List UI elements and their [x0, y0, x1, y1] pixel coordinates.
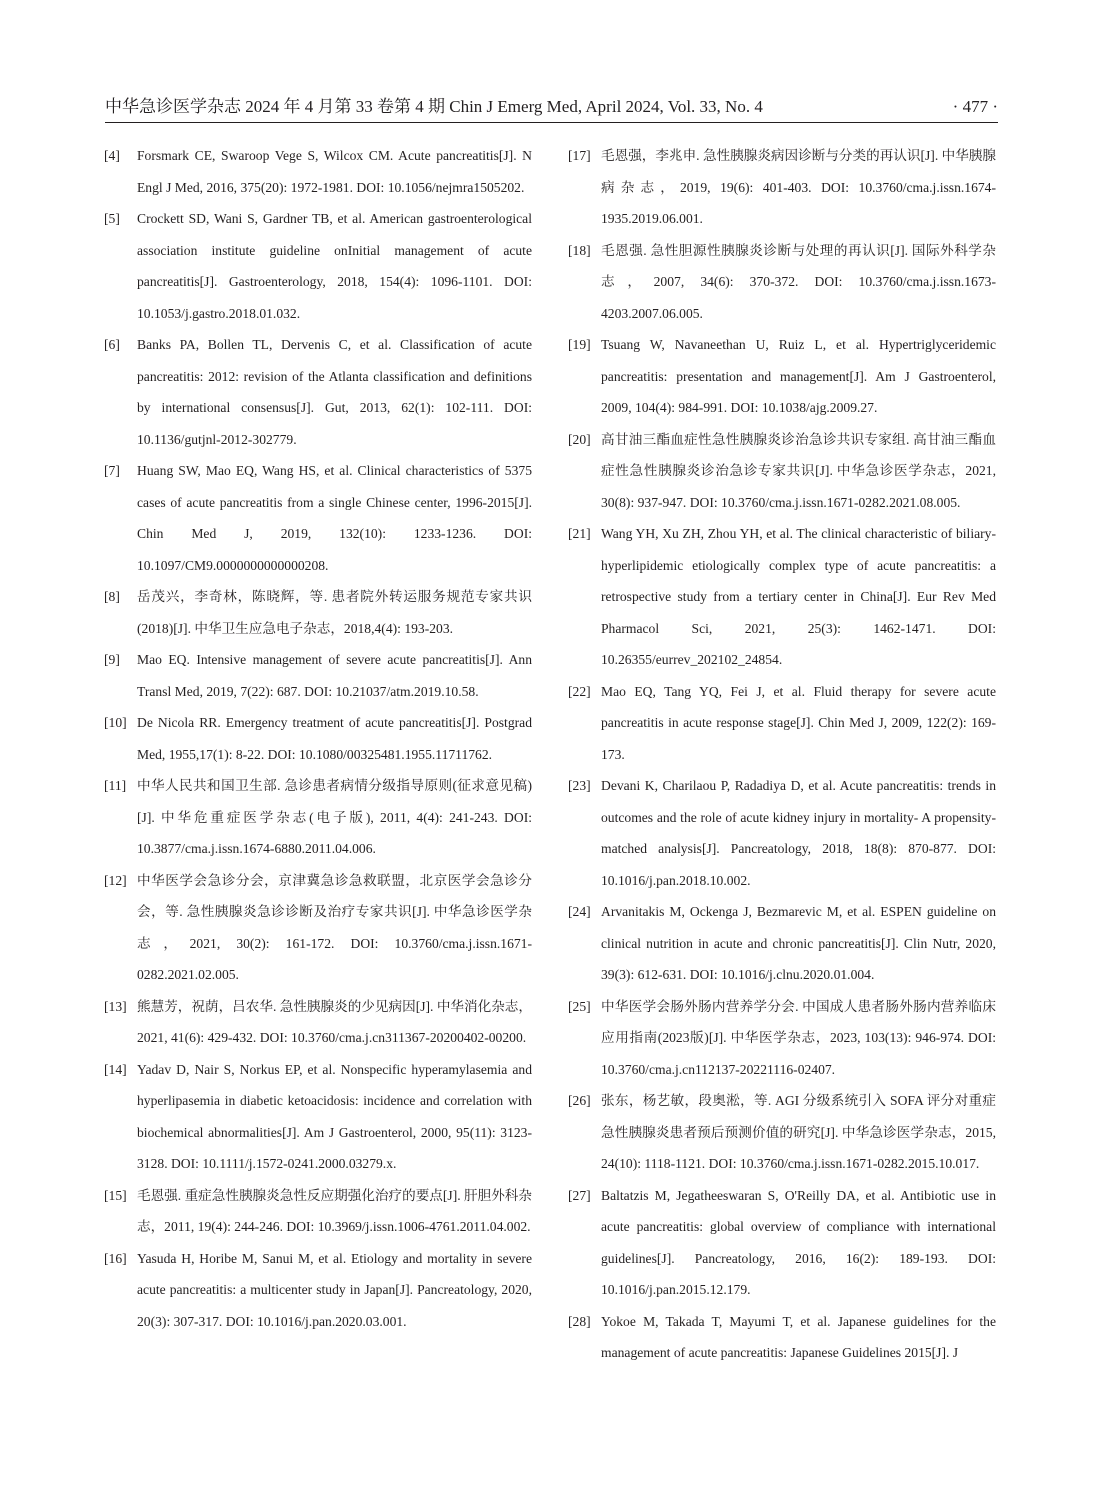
reference-number: [24] [568, 904, 591, 919]
reference-item [568, 770, 996, 896]
reference-item [568, 329, 996, 424]
reference-text: Devani K, Charilaou P, Radadiya D, et al. Acute pancreatitis: trends in outcomes and the role of acute kidney injury in mortality- A propensity-matched analysis[J]. Pancreatology, 2018, 18(8): 870-877. DOI: 10.1016/j.pan.2018.10.002. [601, 778, 996, 888]
reference-number: [12] [104, 872, 127, 888]
reference-number: [26] [568, 1093, 591, 1108]
reference-text: Mao EQ, Tang YQ, Fei J, et al. Fluid therapy for severe acute pancreatitis in acute response stage[J]. Chin Med J, 2009, 122(2): 169-173. [601, 683, 996, 762]
reference-text: 毛恩强. 重症急性胰腺炎急性反应期强化治疗的要点[J]. 肝胆外科杂志，2011, 19(4): 244-246. DOI: 10.3969/j.issn.1006-4761.2011.04.002. [137, 1187, 532, 1234]
reference-item [568, 991, 996, 1086]
reference-text: 熊慧芳，祝荫，吕农华. 急性胰腺炎的少见病因[J]. 中华消化杂志，2021, 41(6): 429-432. DOI: 10.3760/cma.j.cn311367-20200402-00200. [137, 998, 532, 1045]
reference-number: [6] [104, 337, 120, 352]
reference-column-left [104, 140, 532, 1337]
reference-number: [19] [568, 337, 591, 352]
reference-text: 毛恩强，李兆申. 急性胰腺炎病因诊断与分类的再认识[J]. 中华胰腺病杂志，2019, 19(6): 401-403. DOI: 10.3760/cma.j.issn.1674-1935.2019.06.001. [601, 148, 996, 226]
reference-number: [28] [568, 1313, 591, 1329]
reference-text: Yadav D, Nair S, Norkus EP, et al. Nonspecific hyperamylasemia and hyperlipasemia in diabetic ketoacidosis: incidence and correlation with biochemical abnormalities[J]. Am J Gastroenterol, 2000, 95(11): 3123-3128. DOI: 10.1111/j.1572-0241.2000.03279.x. [137, 1061, 532, 1171]
reference-text: Banks PA, Bollen TL, Dervenis C, et al. Classification of acute pancreatitis: 2012: revision of the Atlanta classification and definitions by international consensus[J]. Gut, 2013, 62(1): 102-111. DOI: 10.1136/gutjnl-2012-302779. [137, 337, 532, 447]
reference-item [104, 329, 532, 455]
reference-item [104, 140, 532, 203]
reference-text: Arvanitakis M, Ockenga J, Bezmarevic M, et al. ESPEN guideline on clinical nutrition in acute and chronic pancreatitis[J]. Clin Nutr, 2020, 39(3): 612-631. DOI: 10.1016/j.clnu.2020.01.004. [601, 904, 996, 982]
reference-text: 岳茂兴，李奇林，陈晓辉，等. 患者院外转运服务规范专家共识(2018)[J]. 中华卫生应急电子杂志，2018,4(4): 193-203. [137, 589, 532, 636]
reference-item [104, 865, 532, 991]
reference-text: Baltatzis M, Jegatheeswaran S, O'Reilly DA, et al. Antibiotic use in acute pancreatitis: global overview of compliance with international guidelines[J]. Pancreatology, 2016, 16(2): 189-193. DOI: 10.1016/j.pan.2015.12.179. [601, 1187, 996, 1297]
reference-number: [25] [568, 998, 591, 1014]
reference-number: [9] [104, 652, 120, 667]
reference-text: 中华医学会急诊分会，京津冀急诊急救联盟，北京医学会急诊分会，等. 急性胰腺炎急诊诊断及治疗专家共识[J]. 中华急诊医学杂志，2021, 30(2): 161-172. DOI: 10.3760/cma.j.issn.1671-0282.2021.02.005. [137, 872, 532, 982]
reference-number: [14] [104, 1061, 127, 1077]
reference-number: [15] [104, 1187, 127, 1203]
reference-text: Mao EQ. Intensive management of severe acute pancreatitis[J]. Ann Transl Med, 2019, 7(22): 687. DOI: 10.21037/atm.2019.10.58. [137, 652, 532, 699]
journal-citation: 中华急诊医学杂志 2024 年 4 月第 33 卷第 4 期 Chin J Emerg Med, April 2024, Vol. 33, No. 4 [105, 97, 763, 116]
reference-column-right [568, 140, 996, 1369]
reference-item [568, 518, 996, 676]
reference-item [104, 1054, 532, 1180]
reference-text: Yokoe M, Takada T, Mayumi T, et al. Japanese guidelines for the management of acute pancreatitis: Japanese Guidelines 2015[J]. J [601, 1313, 996, 1360]
reference-number: [7] [104, 463, 120, 478]
reference-number: [10] [104, 715, 127, 730]
reference-text: Huang SW, Mao EQ, Wang HS, et al. Clinical characteristics of 5375 cases of acute pancreatitis from a single Chinese center, 1996-2015[J]. Chin Med J, 2019, 132(10): 1233-1236. DOI: 10.1097/CM9.0000000000000208. [137, 463, 532, 573]
reference-item [104, 1180, 532, 1243]
reference-item [104, 991, 532, 1054]
reference-item [568, 424, 996, 519]
running-header [105, 96, 998, 123]
reference-number: [8] [104, 589, 120, 604]
reference-item [568, 896, 996, 991]
reference-number: [5] [104, 211, 120, 226]
reference-text: Forsmark CE, Swaroop Vege S, Wilcox CM. Acute pancreatitis[J]. N Engl J Med, 2016, 375(20): 1972-1981. DOI: 10.1056/nejmra1505202. [137, 148, 532, 195]
reference-number: [22] [568, 683, 591, 699]
reference-item [568, 140, 996, 235]
reference-item [104, 1243, 532, 1338]
reference-item [104, 581, 532, 644]
reference-text: 毛恩强. 急性胆源性胰腺炎诊断与处理的再认识[J]. 国际外科学杂志，2007, 34(6): 370-372. DOI: 10.3760/cma.j.issn.1673-4203.2007.06.005. [601, 242, 996, 321]
reference-item [104, 770, 532, 865]
reference-text: 高甘油三酯血症性急性胰腺炎诊治急诊共识专家组. 高甘油三酯血症性急性胰腺炎诊治急诊专家共识[J]. 中华急诊医学杂志，2021, 30(8): 937-947. DOI: 10.3760/cma.j.issn.1671-0282.2021.08.005. [601, 431, 996, 510]
reference-text: 张东，杨艺敏，段奥淞，等. AGI 分级系统引入 SOFA 评分对重症急性胰腺炎患者预后预测价值的研究[J]. 中华急诊医学杂志，2015, 24(10): 1118-1121. DOI: 10.3760/cma.j.issn.1671-0282.2015.10.017. [601, 1093, 996, 1171]
reference-text: Crockett SD, Wani S, Gardner TB, et al. American gastroenterological association institute guideline onInitial management of acute pancreatitis[J]. Gastroenterology, 2018, 154(4): 1096-1101. DOI: 10.1053/j.gastro.2018.01.032. [137, 211, 532, 321]
reference-item [568, 235, 996, 330]
reference-number: [23] [568, 778, 591, 793]
reference-item [568, 1180, 996, 1306]
reference-number: [20] [568, 431, 591, 447]
reference-number: [4] [104, 148, 120, 163]
reference-text: Wang YH, Xu ZH, Zhou YH, et al. The clinical characteristic of biliary-hyperlipidemic etiologically complex type of acute pancreatitis: a retrospective study from a tertiary center in China[J]. Eur Rev Med Pharmacol Sci, 2021, 25(3): 1462-1471. DOI: 10.26355/eurrev_202102_24854. [601, 526, 996, 667]
reference-item [104, 707, 532, 770]
reference-item [104, 203, 532, 329]
reference-text: De Nicola RR. Emergency treatment of acute pancreatitis[J]. Postgrad Med, 1955,17(1): 8-22. DOI: 10.1080/00325481.1955.11711762. [137, 715, 532, 762]
reference-number: [17] [568, 148, 591, 163]
reference-text: Yasuda H, Horibe M, Sanui M, et al. Etiology and mortality in severe acute pancreatitis: a multicenter study in Japan[J]. Pancreatology, 2020, 20(3): 307-317. DOI: 10.1016/j.pan.2020.03.001. [137, 1250, 532, 1329]
reference-number: [27] [568, 1187, 591, 1203]
reference-item [568, 1085, 996, 1180]
reference-item [568, 676, 996, 771]
page-number: · 477 · [952, 97, 998, 116]
reference-number: [18] [568, 242, 591, 258]
reference-item [104, 455, 532, 581]
reference-text: 中华医学会肠外肠内营养学分会. 中国成人患者肠外肠内营养临床应用指南(2023版)[J]. 中华医学杂志，2023, 103(13): 946-974. DOI: 10.3760/cma.j.cn112137-20221116-02407. [601, 998, 996, 1077]
reference-number: [16] [104, 1250, 127, 1266]
reference-number: [21] [568, 526, 591, 541]
reference-text: 中华人民共和国卫生部. 急诊患者病情分级指导原则(征求意见稿)[J]. 中华危重症医学杂志(电子版), 2011, 4(4): 241-243. DOI: 10.3877/cma.j.issn.1674-6880.2011.04.006. [137, 778, 532, 856]
reference-number: [11] [104, 778, 127, 793]
reference-number: [13] [104, 998, 127, 1014]
reference-text: Tsuang W, Navaneethan U, Ruiz L, et al. Hypertriglyceridemic pancreatitis: presentation and management[J]. Am J Gastroenterol, 2009, 104(4): 984-991. DOI: 10.1038/ajg.2009.27. [601, 337, 996, 415]
reference-item [568, 1306, 996, 1369]
reference-item [104, 644, 532, 707]
